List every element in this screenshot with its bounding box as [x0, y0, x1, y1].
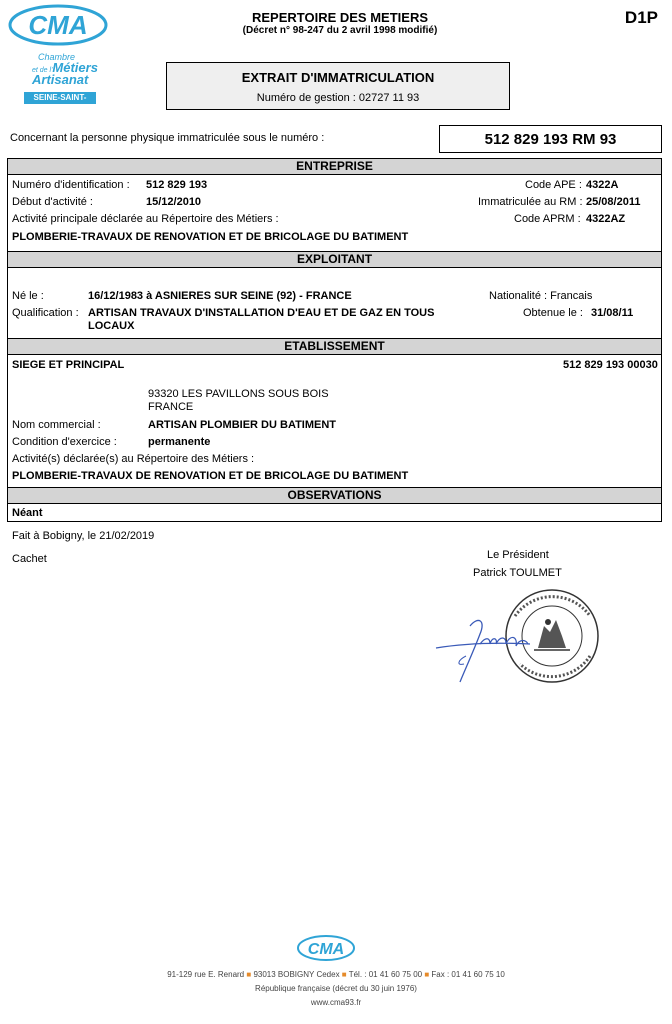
footer-separator: ■: [424, 970, 430, 979]
section-observations-heading: OBSERVATIONS: [7, 487, 662, 504]
president-role: Le Président: [487, 549, 549, 561]
condition-value: permanente: [148, 436, 211, 448]
footer-separator: ■: [246, 970, 252, 979]
official-seal-and-signature: [430, 586, 610, 696]
ne-value: 16/12/1983 à ASNIERES SUR SEINE (92) - FRANCE: [88, 290, 352, 302]
handwritten-signature: [436, 620, 530, 682]
logo-chambre-text: Chambre: [38, 52, 76, 62]
address-line1: 93320 LES PAVILLONS SOUS BOIS: [148, 388, 329, 400]
activite-value: PLOMBERIE-TRAVAUX DE RENOVATION ET DE BRICOLAGE DU BATIMENT: [12, 231, 409, 243]
debut-label: Début d'activité :: [12, 196, 93, 208]
ape-value: 4322A: [586, 179, 619, 191]
cma-badge-icon: [8, 4, 108, 46]
footer-website: www.cma93.fr: [310, 998, 362, 1007]
debut-value: 15/12/2010: [146, 196, 202, 208]
footer-fax: Fax : 01 41 60 75 10: [431, 970, 505, 979]
footer-logo-text: CMA: [307, 941, 345, 958]
section-etablissement-heading: ETABLISSEMENT: [7, 338, 662, 355]
document-title: REPERTOIRE DES METIERS: [251, 10, 428, 25]
footer-tel: Tél. : 01 41 60 75 00: [348, 970, 423, 979]
cachet-label: Cachet: [12, 553, 47, 565]
section-entreprise-heading: ENTREPRISE: [7, 158, 662, 175]
siege-label: SIEGE ET PRINCIPAL: [12, 359, 125, 371]
document-subtitle: (Décret n° 98-247 du 2 avril 1998 modifié): [242, 25, 438, 36]
official-seal-icon: [506, 590, 598, 682]
ape-label: Code APE :: [525, 179, 582, 191]
form-code: D1P: [624, 8, 658, 27]
president-name: Patrick TOULMET: [473, 567, 562, 579]
obtenue-value: 31/08/11: [591, 307, 634, 319]
cma-badge-text: CMA: [28, 10, 88, 40]
ne-label: Né le :: [12, 290, 44, 302]
footer-separator: ■: [341, 970, 347, 979]
nom-commercial-label: Nom commercial :: [12, 419, 101, 431]
logo-de-text: et de l': [32, 67, 53, 74]
footer-address-line: [0, 970, 672, 979]
logo-artisanat-text: Artisanat: [32, 72, 89, 87]
immat-label: Immatriculée au RM :: [478, 196, 583, 208]
obtenue-label: Obtenue le :: [523, 307, 583, 319]
gestion-number: Numéro de gestion : 02727 11 93: [256, 92, 420, 104]
qualification-value-line1: ARTISAN TRAVAUX D'INSTALLATION D'EAU ET DE GAZ EN TOUS: [88, 307, 435, 319]
logo-metiers-word: Métiers: [52, 60, 98, 75]
entreprise-id-value: 512 829 193: [146, 179, 208, 191]
siret-value: 512 829 193 00030: [563, 359, 658, 371]
condition-label: Condition d'exercice :: [12, 436, 117, 448]
logo-dept-badge: SEINE-SAINT-DENIS: [24, 92, 96, 104]
aprm-value: 4322AZ: [586, 213, 626, 225]
footer-addr-2: 93013 BOBIGNY Cedex: [253, 970, 340, 979]
footer-addr-1: 91-129 rue E. Renard: [167, 970, 245, 979]
entreprise-id-label: Numéro d'identification :: [12, 179, 130, 191]
concernant-label: Concernant la personne physique immatriculée sous le numéro :: [10, 132, 325, 144]
immat-value: 25/08/2011: [586, 196, 641, 208]
fait-a-text: Fait à Bobigny, le 21/02/2019: [12, 530, 155, 542]
nationalite: Nationalité : Francais: [489, 290, 593, 302]
address-line2: FRANCE: [148, 401, 194, 413]
aprm-label: Code APRM :: [514, 213, 581, 225]
nom-commercial-value: ARTISAN PLOMBIER DU BATIMENT: [148, 419, 337, 431]
footer-republique-line: République française (décret du 30 juin 1976): [255, 984, 417, 993]
activites-value: PLOMBERIE-TRAVAUX DE RENOVATION ET DE BRICOLAGE DU BATIMENT: [12, 470, 409, 482]
observations-value: Néant: [12, 507, 43, 519]
registration-number: 512 829 193 RM 93: [484, 131, 617, 148]
activites-label: Activité(s) déclarée(s) au Répertoire des Métiers :: [12, 453, 255, 465]
extrait-title: EXTRAIT D'IMMATRICULATION: [241, 70, 435, 85]
qualification-label: Qualification :: [12, 307, 79, 319]
qualification-value-line2: LOCAUX: [88, 320, 135, 332]
section-exploitant-heading: EXPLOITANT: [7, 251, 662, 268]
activite-label: Activité principale déclarée au Répertoire des Métiers :: [12, 213, 279, 225]
footer-cma-logo-icon: [296, 934, 356, 962]
